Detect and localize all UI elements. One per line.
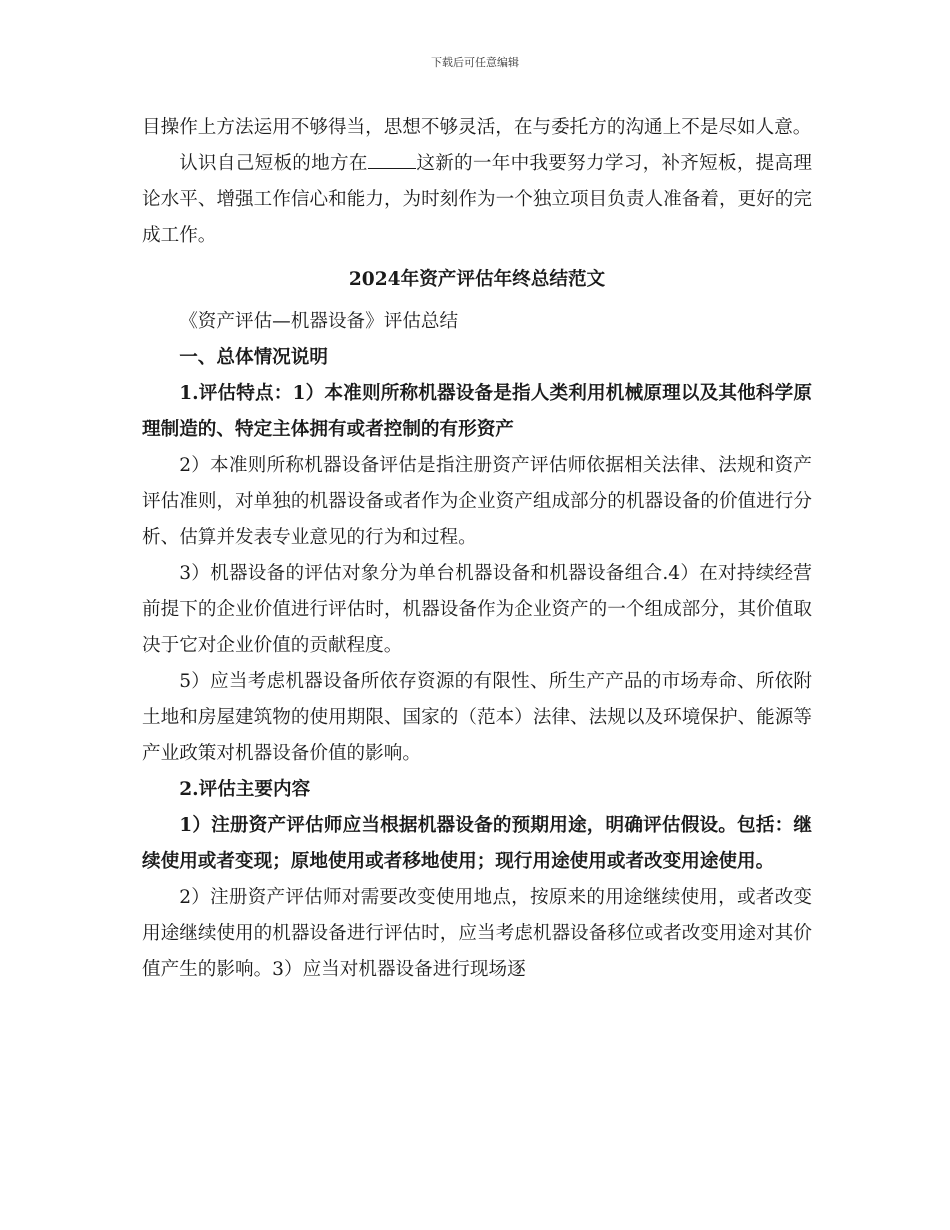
paragraph-evaluation-features: 1.评估特点：1）本准则所称机器设备是指人类利用机械原理以及其他科学原理制造的、特定主体拥有或者控制的有形资产 xyxy=(142,383,812,440)
section-heading-main-content: 2.评估主要内容 xyxy=(179,779,311,800)
section-heading-overview: 一、总体情况说明 xyxy=(179,347,328,368)
paragraph-shortcomings-end: 这新的一年中我要努力学习，补齐短板，提高理论水平、增强工作信心和能力，为时刻作为一个独立项目负责人准备着，更好的完成工作。 xyxy=(142,153,812,246)
paragraph-value-factors: 5）应当考虑机器设备所依存资源的有限性、所生产产品的市场寿命、所依附土地和房屋建筑物的使用期限、国家的（范本）法律、法规以及环境保护、能源等产业政策对机器设备价值的影响。 xyxy=(142,671,812,764)
document-title: 2024年资产评估年终总结范文 xyxy=(348,269,606,290)
paragraph-relocation-impact: 2）注册资产评估师对需要改变使用地点，按原来的用途继续使用，或者改变用途继续使用的机器设备进行评估时，应当考虑机器设备移位或者改变用途对其价值产生的影响。3）应当对机器设备进行现场逐 xyxy=(142,887,812,980)
paragraph-shortcomings xyxy=(142,146,812,254)
page-header: 下载后可任意编辑 xyxy=(431,56,519,69)
document-body xyxy=(142,110,812,988)
document-subtitle: 《资产评估—机器设备》评估总结 xyxy=(179,311,459,332)
paragraph-evaluation-definition: 2）本准则所称机器设备评估是指注册资产评估师依据相关法律、法规和资产评估准则，对单独的机器设备或者作为企业资产组成部分的机器设备的价值进行分析、估算并发表专业意见的行为和过程。 xyxy=(142,455,812,548)
blank-underline xyxy=(368,150,416,169)
paragraph-shortcomings-start: 认识自己短板的地方在 xyxy=(179,153,368,174)
paragraph-evaluation-assumptions: 1）注册资产评估师应当根据机器设备的预期用途，明确评估假设。包括：继续使用或者变现；原地使用或者移地使用；现行用途使用或者改变用途使用。 xyxy=(142,815,812,872)
paragraph-evaluation-objects: 3）机器设备的评估对象分为单台机器设备和机器设备组合.4）在对持续经营前提下的企业价值进行评估时，机器设备作为企业资产的一个组成部分，其价值取决于它对企业价值的贡献程度。 xyxy=(142,563,812,656)
paragraph-continuation: 目操作上方法运用不够得当，思想不够灵活，在与委托方的沟通上不是尽如人意。 xyxy=(142,117,812,138)
